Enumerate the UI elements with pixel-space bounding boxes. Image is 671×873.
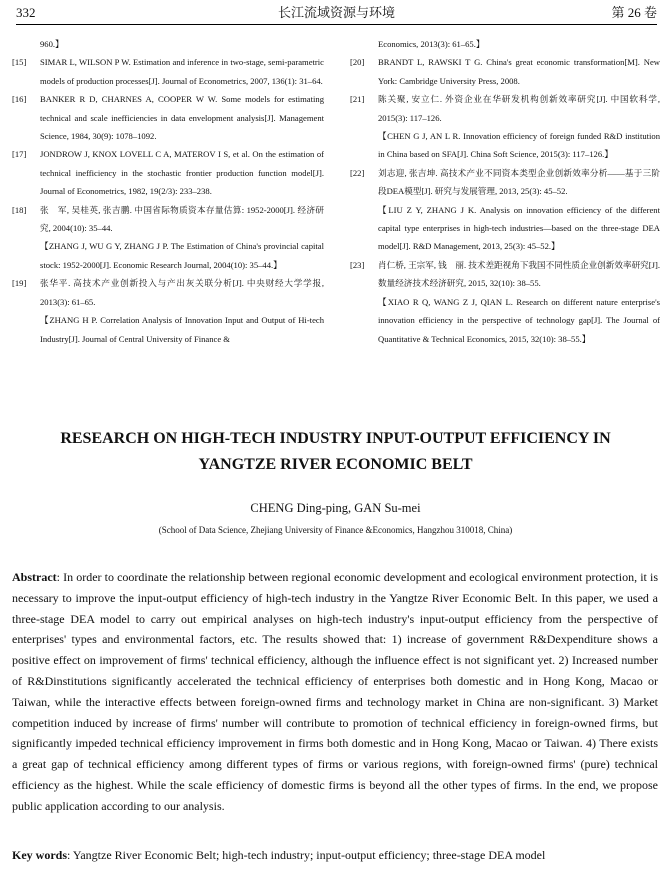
reference-continuation: 960.】: [40, 39, 64, 49]
reference-item: [12, 274, 324, 348]
reference-number: [16]: [12, 94, 27, 105]
reference-item: [350, 53, 660, 90]
header-rule: [16, 24, 657, 25]
reference-item: [350, 164, 660, 256]
reference-text: 张华平. 高技术产业创新投入与产出灰关联分析[J]. 中央财经大学学报, 2013(3): 61–65.: [40, 278, 324, 307]
reference-translation: 【ZHANG J, WU G Y, ZHANG J P. The Estimation of China's provincial capital stock: 1952-2000[J]. Economic Research Journal, 2004(10): 35–44.】: [40, 241, 324, 270]
reference-text: JONDROW J, KNOX LOVELL C A, MATEROV I S, et al. On the estimation of technical inefficiency in the stochastic frontier production function model[J]. Journal of Econometrics, 1982, 19(2/3): 233–238.: [40, 149, 324, 197]
reference-translation: 【CHEN G J, AN L R. Innovation efficiency of foreign funded R&D institution in China based on SFA[J]. China Soft Science, 2015(3): 117–126.】: [378, 131, 660, 160]
reference-translation: 【ZHANG H P. Correlation Analysis of Innovation Input and Output of Hi-tech Industry[J]. Journal of Central University of Finance &: [40, 315, 324, 344]
reference-translation: 【XIAO R Q, WANG Z J, QIAN L. Research on different nature enterprise's innovation efficiency in the perspective of technology gap[J]. The Journal of Quantitative & Technical Economics, 2015, 32(10): 38–55.】: [378, 296, 660, 344]
reference-number: [22]: [350, 167, 365, 178]
english-title: [0, 426, 671, 478]
reference-item: [350, 256, 660, 348]
running-header: [16, 4, 657, 22]
reference-number: [20]: [350, 57, 365, 68]
keywords-text: : Yangtze River Economic Belt; high-tech industry; input-output efficiency; three-stage DEA model: [67, 848, 546, 862]
abstract-text: : In order to coordinate the relationship between regional economic development and ecological environment protection, it is necessary to improve the input-output efficiency of high-tech industry in the Yangtze River Economic Belt. In this paper, we used a three-stage DEA model to carry out empirical analyses on high-tech industry's input-output efficiency from the perspective of enterprises' types and environmental factors, etc. The results showed that: 1) increase of government R&Dexpenditure shows a positive effect on improvement of firms' technical efficiency, although the influence effect is not significant yet. 2) Increased number of R&Dinstitutions significantly accelerated the technical efficiency of enterprises both domestic and in Hong Kong, Macao or Taiwan, while the interactive effects between foreign-owned firms and technology market in China are non-significant. 3) Market competition induced by increase of firms' number will contribute to promotion of technical efficiency in foreign-owned firms, but significantly impeded technical efficiency improvement in firms both domestic and in Hong Kong, Macao or Taiwan. 4) There exists a great gap of technical efficiency among different types of firms or various regions, with foreign-owned firms' (pure) technical efficiency as the highest. While the scale efficiency of domestic firms is beyond all the other types of firms. In the end, we propose public application according to our analysis.: [12, 570, 658, 813]
references-right-column: [350, 35, 660, 348]
reference-text: BANKER R D, CHARNES A, COOPER W W. Some models for estimating technical and scale inefficiencies in data envelopment analysis[J]. Management Science, 1984, 30(9): 1078–1092.: [40, 94, 324, 142]
reference-text: SIMAR L, WILSON P W. Estimation and inference in two-stage, semi-parametric models of production processes[J]. Journal of Econometrics, 2007, 136(1): 31–64.: [40, 57, 324, 86]
authors: CHENG Ding-ping, GAN Su-mei: [250, 501, 421, 515]
keywords: [12, 846, 658, 864]
title-line: RESEARCH ON HIGH-TECH INDUSTRY INPUT-OUTPUT EFFICIENCY IN: [60, 430, 611, 447]
reference-text: 张 军, 吴桂英, 张吉鹏. 中国省际物质资本存量估算: 1952-2000[J]. 经济研究, 2004(10): 35–44.: [40, 204, 324, 234]
affiliation: (School of Data Science, Zhejiang University of Finance &Economics, Hangzhou 310018, China): [158, 525, 513, 535]
reference-item: [12, 145, 324, 200]
keywords-label: Key words: [12, 848, 67, 862]
reference-text: 陈关聚, 安立仁. 外资企业在华研发机构创新效率研究[J]. 中国软科学, 2015(3): 117–126.: [378, 94, 660, 123]
reference-number: [17]: [12, 149, 27, 160]
reference-continuation: Economics, 2013(3): 61–65.】: [378, 39, 485, 49]
reference-item: [12, 201, 324, 275]
references-left-column: [12, 35, 324, 348]
reference-text: 刘志迎, 张吉坤. 高技术产业不同资本类型企业创新效率分析——基于三阶段DEA模型[J]. 研究与发展管理, 2013, 25(3): 45–52.: [378, 167, 660, 197]
journal-title: 长江流域资源与环境: [277, 5, 395, 20]
reference-text: 肖仁桥, 王宗军, 钱 丽. 技术差距视角下我国不同性质企业创新效率研究[J]. 数量经济技术经济研究, 2015, 32(10): 38–55.: [378, 259, 660, 289]
abstract: [12, 567, 658, 817]
reference-item: [350, 90, 660, 164]
reference-translation: 【LIU Z Y, ZHANG J K. Analysis on innovation efficiency of the different capital type enterprises in high-tech industries—based on the three-stage DEA model[J]. R&D Management, 2013, 25(3): 45–52.】: [378, 204, 660, 252]
reference-number: [23]: [350, 259, 365, 270]
reference-item: [12, 90, 324, 145]
reference-number: [21]: [350, 94, 365, 105]
abstract-label: Abstract: [12, 570, 57, 584]
reference-item: [12, 53, 324, 90]
reference-number: [19]: [12, 278, 27, 289]
reference-number: [15]: [12, 57, 27, 68]
page-number: 332: [16, 5, 36, 20]
title-line: YANGTZE RIVER ECONOMIC BELT: [198, 456, 473, 473]
reference-number: [18]: [12, 204, 27, 215]
reference-text: BRANDT L, RAWSKI T G. China's great economic transformation[M]. New York: Cambridge University Press, 2008.: [378, 57, 660, 86]
volume-label: 第 26 卷: [611, 5, 657, 20]
